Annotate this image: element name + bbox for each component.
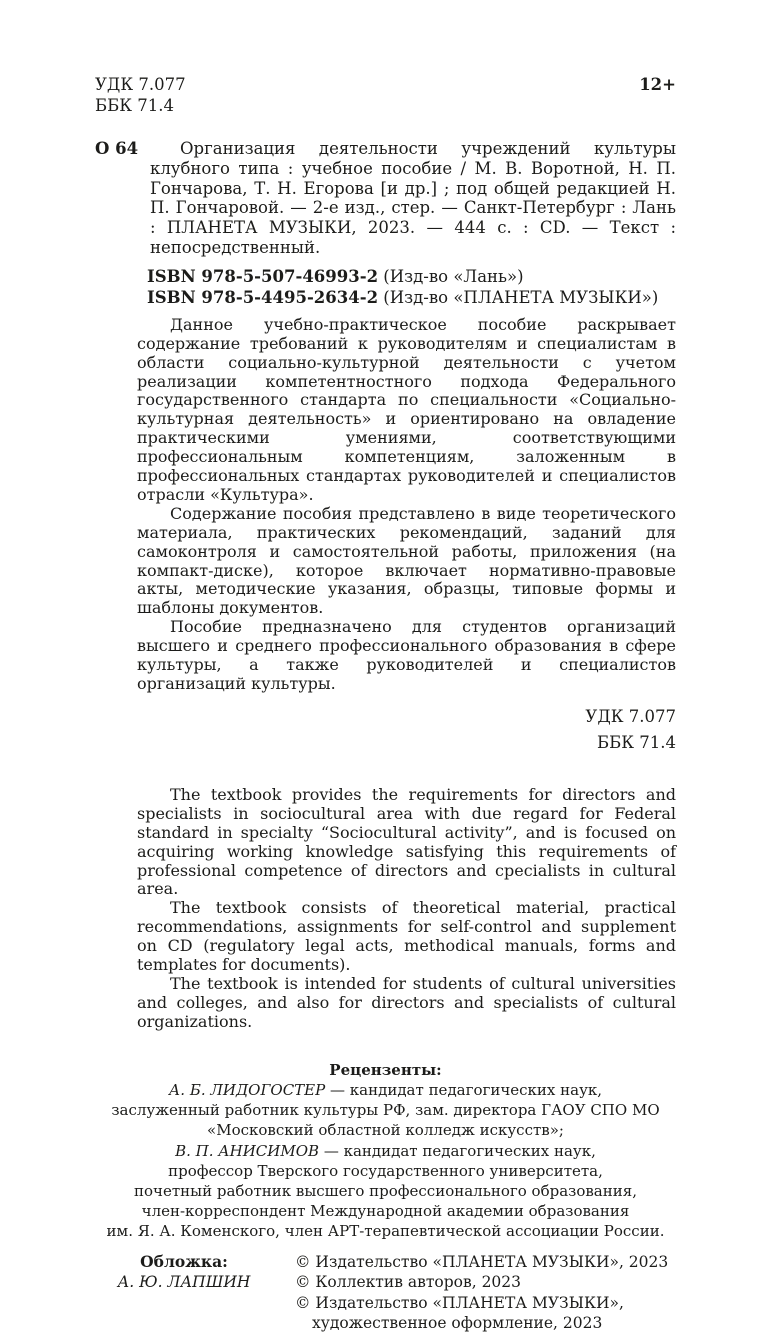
isbn-line xyxy=(147,266,676,288)
classification-codes-bottom xyxy=(95,704,676,756)
copyright-line: © Коллектив авторов, 2023 xyxy=(295,1273,522,1292)
isbn-block xyxy=(147,266,676,309)
annotation-ru-paragraph-2: Содержание пособия представлено в виде теоретического материала, практических рекомендаций, заданий для самоконтроля и самостоятельной работы, приложения (на компакт-диске), которое включает нормативно-правовые акты, методические указания, образцы, типовые формы и шаблоны документов. xyxy=(137,503,676,618)
bibliographic-record: Организация деятельности учреждений культуры клубного типа : учебное пособие / М. В. Воротной, Н. П. Гончарова, Т. Н. Егорова [и др.] ; под общей редакцией Н. П. Гончаровой. — 2-е изд., стер. — Санкт-Петербург : Лань : ПЛАНЕТА МУЗЫКИ, 2023. — 444 с. : CD. — Текст : непосредственный. xyxy=(150,139,676,257)
bibliographic-entry xyxy=(95,139,676,258)
isbn-number: ISBN 978-5-507-46993-2 xyxy=(147,266,379,286)
copyright-line-continuation: художественное оформление, 2023 xyxy=(312,1314,603,1333)
isbn-publisher: (Изд-во «ПЛАНЕТА МУЗЫКИ») xyxy=(378,288,659,308)
reviewer-line xyxy=(95,1120,676,1140)
reviewers-heading: Рецензенты: xyxy=(329,1060,442,1079)
reviewer-text: профессор Тверского государственного университета, xyxy=(168,1161,603,1180)
reviewers-block xyxy=(95,1060,676,1242)
reviewer-text: им. Я. А. Коменского, член АРТ-терапевтической ассоциации России. xyxy=(106,1222,665,1241)
isbn-line xyxy=(147,287,676,309)
catalog-code: О 64 xyxy=(95,139,139,158)
bbk-code-bottom: ББК 71.4 xyxy=(596,732,676,752)
reviewer-text: почетный работник высшего профессионального образования, xyxy=(134,1181,637,1200)
reviewer-name: А. Б. ЛИДОГОСТЕР xyxy=(168,1080,326,1099)
bbk-code-top: ББК 71.4 xyxy=(95,96,175,115)
copyright-block xyxy=(295,1252,668,1334)
isbn-number: ISBN 978-5-4495-2634-2 xyxy=(147,288,379,308)
reviewer-line xyxy=(95,1181,676,1201)
reviewer-text: — кандидат педагогических наук, xyxy=(325,1080,603,1099)
reviewer-line xyxy=(95,1221,676,1241)
reviewer-text: заслуженный работник культуры РФ, зам. директора ГАОУ СПО МО xyxy=(111,1101,660,1120)
age-rating-badge: 12+ xyxy=(639,75,676,94)
udk-code-top: УДК 7.077 xyxy=(95,75,186,94)
reviewer-line xyxy=(95,1080,676,1100)
annotation-en-paragraph-1: The textbook provides the requirements for directors and specialists in sociocultural area with due regard for Federal standard in specialty “Sociocultural activity”, and is focused on acquiring working knowledge satisfying this requirements of professional competence of directors and cpecialists in cultural area. xyxy=(137,784,676,899)
reviewer-line xyxy=(95,1201,676,1221)
copyright-line: © Издательство «ПЛАНЕТА МУЗЫКИ», 2023 xyxy=(295,1252,669,1271)
annotation-en-paragraph-3: The textbook is intended for students of cultural universities and colleges, and also for directors and specialists of cultural organizations. xyxy=(137,973,676,1031)
reviewer-text: — кандидат педагогических наук, xyxy=(319,1141,596,1160)
header-row xyxy=(95,74,676,116)
credits-row xyxy=(95,1252,676,1334)
annotation-ru-paragraph-3: Пособие предназначено для студентов организаций высшего и среднего профессионального образования в сфере культуры, а также руководителей и специалистов организаций культуры. xyxy=(137,617,676,693)
annotation-ru-paragraph-1: Данное учебно-практическое пособие раскрывает содержание требований к руководителям и специалистам в области социально-культурной деятельности с учетом реализации компетентностного подхода Федерального государственного стандарта по специальности «Социально-культурная деятельность» и ориентировано на овладение практическими умениями, соответствующими профессиональным компетенциям, заложенным в профессиональных стандартах руководителей и специалистов отрасли «Культура». xyxy=(137,314,676,504)
annotation-russian xyxy=(95,316,676,694)
reviewer-name: В. П. АНИСИМОВ xyxy=(175,1141,320,1160)
cover-artist-name: А. Ю. ЛАПШИН xyxy=(117,1273,251,1292)
reviewer-line xyxy=(95,1141,676,1161)
cover-credit xyxy=(99,1252,269,1334)
reviewer-line xyxy=(95,1100,676,1120)
annotation-en-paragraph-2: The textbook consists of theoretical material, practical recommendations, assignments for self-control and supplement on CD (regulatory legal acts, methodical manuals, forms and templates for documents). xyxy=(137,898,676,975)
reviewer-text: член-корреспондент Международной академии образования xyxy=(141,1202,630,1221)
classification-codes-top xyxy=(95,74,186,116)
copyright-line: © Издательство «ПЛАНЕТА МУЗЫКИ», xyxy=(295,1293,624,1312)
annotation-english xyxy=(95,786,676,1032)
reviewer-line xyxy=(95,1161,676,1181)
udk-code-bottom: УДК 7.077 xyxy=(585,706,676,726)
isbn-publisher: (Изд-во «Лань») xyxy=(378,266,524,286)
cover-credit-label: Обложка: xyxy=(140,1251,228,1271)
reviewer-text: «Московский областной колледж искусств»; xyxy=(207,1121,564,1140)
